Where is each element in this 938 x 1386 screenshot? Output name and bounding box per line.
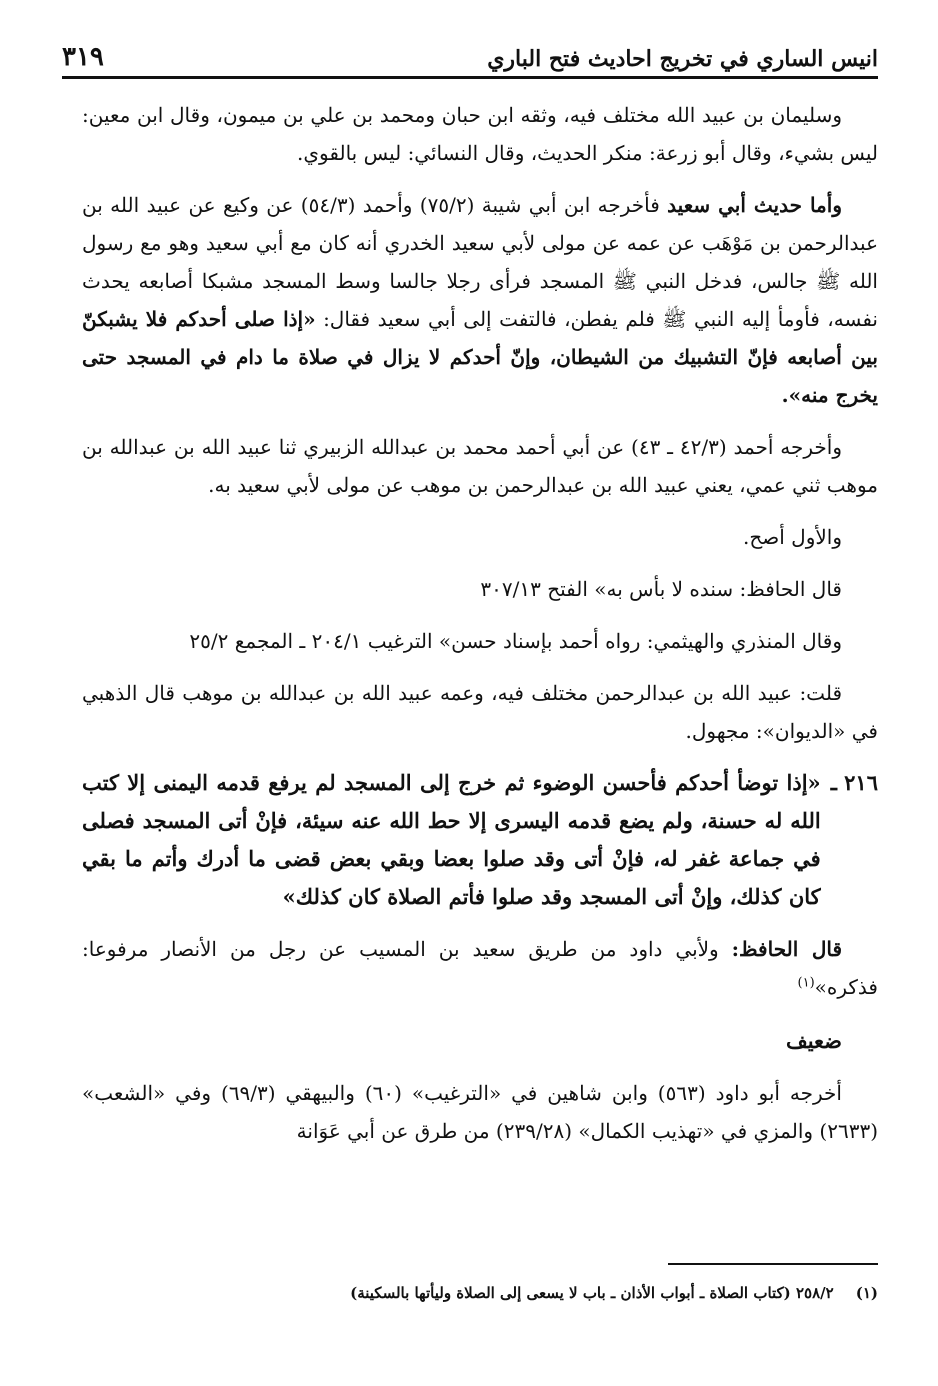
paragraph-preference: والأول أصح. bbox=[743, 525, 842, 549]
grade-label: ضعيف bbox=[785, 1028, 842, 1053]
page-body bbox=[82, 96, 878, 1164]
footnote-separator bbox=[668, 1263, 878, 1265]
hafiz-lead: قال الحافظ: bbox=[731, 937, 842, 961]
hadith-text: «إذا توضأ أحدكم فأحسن الوضوء ثم خرج إلى المسجد لم يرفع قدمه اليمنى إلا كتب الله له حسنة، ولم يضع قدمه اليسرى إلا حط الله عنه سيئة، فإنْ أتى المسجد فصلى في جماعة غفر له، فإنْ أتى وقد صلوا بعضا وبقي بعض قضى ما أدرك وأتم ما بقي كان كذلك، وإنْ أتى المسجد وقد صلوا فأتم الصلاة كان كذلك» bbox=[82, 770, 821, 909]
footnote-mark: (١) bbox=[855, 1284, 878, 1302]
footnote-ref: (١) bbox=[797, 975, 815, 991]
paragraph-hafiz-citation bbox=[82, 930, 878, 1006]
hadith-entry bbox=[82, 764, 878, 916]
paragraph-takhrij: أخرجه أبو داود (٥٦٣) وابن شاهين في «الترغيب» (٦٠) والبيهقي (٦٩/٣) وفي «الشعب» (٢٦٣٣) والمزي في «تهذيب الكمال» (٢٣٩/٢٨) من طرق عن أبي عَوَانة bbox=[82, 1081, 878, 1143]
paragraph-narrator-grading: وسليمان بن عبيد الله مختلف فيه، وثقه ابن حبان ومحمد بن علي بن ميمون، وقال ابن معين: ليس بشيء، وقال أبو زرعة: منكر الحديث، وقال النسائي: ليس بالقوي. bbox=[82, 103, 878, 165]
paragraph-mundhiri: وقال المنذري والهيثمي: رواه أحمد بإسناد حسن» الترغيب ٢٠٤/١ ـ المجمع ٢٥/٢ bbox=[189, 629, 842, 653]
paragraph-ahmad-route: وأخرجه أحمد (٤٢/٣ ـ ٤٣) عن أبي أحمد محمد بن عبدالله الزبيري ثنا عبيد الله بن عبدالله بن موهب ثني عمي، يعني عبيد الله بن عبدالرحمن بن موهب عن مولى لأبي سعيد به. bbox=[82, 435, 878, 497]
hafiz-text: ولأبي داود من طريق سعيد بن المسيب عن رجل من الأنصار مرفوعا: فذكره» bbox=[82, 937, 878, 999]
footnote bbox=[220, 1280, 878, 1306]
running-header bbox=[62, 38, 878, 79]
book-title: انيس الساري في تخريج احاديث فتح الباري bbox=[487, 46, 878, 72]
paragraph-hafiz-verdict: قال الحافظ: سنده لا بأس به» الفتح ٣٠٧/١٣ bbox=[480, 577, 842, 601]
abu-said-text: فأخرجه ابن أبي شيبة (٧٥/٢) وأحمد (٥٤/٣) عن وكيع عن عبيد الله بن عبدالرحمن بن مَوْهَب عن عمه عن مولى لأبي سعيد الخدري أنه كان مع أبي سعيد وهو مع رسول الله ﷺ جالس، فدخل النبي ﷺ المسجد فرأى رجلا جالسا وسط المسجد مشبكا أصابعه يحدث نفسه، فأومأ إليه النبي ﷺ فلم يفطن، فالتفت إلى أبي سعيد فقال: bbox=[82, 193, 878, 331]
hadith-number: ٢١٦ ـ bbox=[830, 770, 878, 795]
paragraph-abu-said bbox=[82, 186, 878, 414]
footnote-text: ٢٥٨/٢ (كتاب الصلاة ـ أبواب الأذان ـ باب لا يسعى إلى الصلاة وليأتها بالسكينة) bbox=[350, 1284, 834, 1302]
paragraph-author-note: قلت: عبيد الله بن عبدالرحمن مختلف فيه، وعمه عبيد الله بن عبدالله بن موهب قال الذهبي في «الديوان»: مجهول. bbox=[82, 681, 878, 743]
abu-said-heading: وأما حديث أبي سعيد bbox=[667, 193, 842, 217]
page-number: ٣١٩ bbox=[62, 42, 104, 72]
abu-said-quote: «إذا صلى أحدكم فلا يشبكنّ بين أصابعه فإنّ التشبيك من الشيطان، وإنّ أحدكم لا يزال في صلاة ما دام في المسجد حتى يخرج منه». bbox=[82, 307, 878, 407]
